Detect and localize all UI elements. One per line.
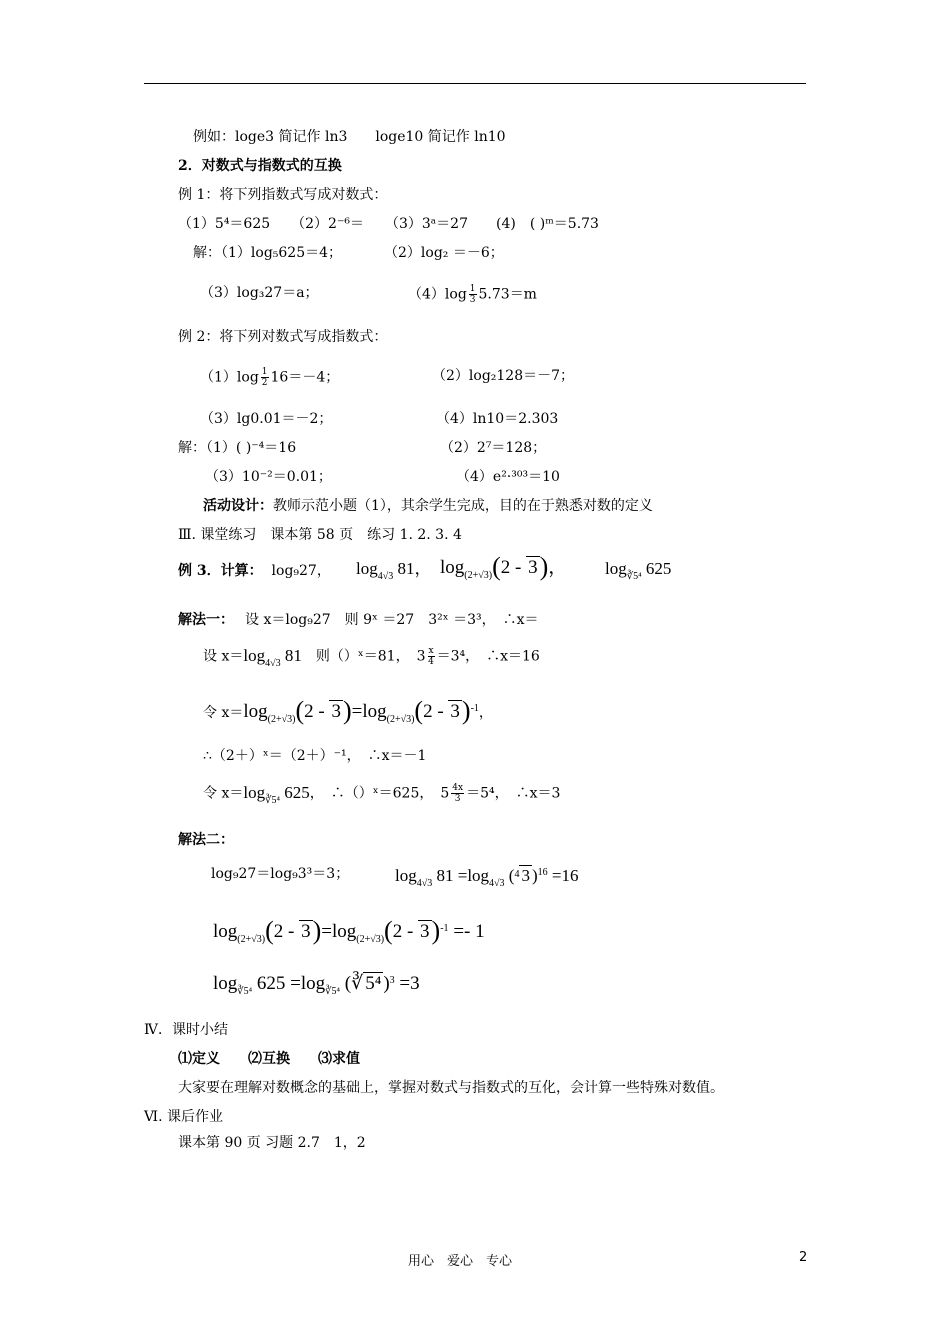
- solution-1-line-3: 令 $x=\log_{(2+√3)}(2 - 3)=\log_{(2+√3)}(2 - 3)^{-1}$，: [203, 696, 493, 725]
- example-1-solution-4: （4）log $\frac{1}{3}$ 5.73＝m: [408, 284, 537, 305]
- solution-1-line-5: 令 $x=\log_{∛5^4}$ 625， ∴（）ˣ＝625， 5 $\frac{4x}{3}$ ＝5⁴， ∴x＝3: [203, 782, 561, 806]
- summary-items: ⑴定义 ⑵互换 ⑶求值: [178, 1051, 360, 1067]
- example-1-solution-a: 解：（1）log₅625＝4； （2）log₂ ＝－6；: [193, 245, 504, 261]
- section-heading-2: 2．对数式与指数式的互换: [178, 158, 342, 174]
- example-2-item-4: （4）ln10＝2.303: [436, 411, 559, 427]
- math-expression-log-2plus-root3: $\log_{(2+√3)}(2 - 3)$，: [440, 552, 568, 581]
- example-2-item-3: （3）lg0.01＝－2；: [200, 411, 333, 427]
- section-heading-6: Ⅵ. 课后作业: [144, 1109, 223, 1125]
- header-rule: [144, 83, 806, 84]
- text-line-example-ln: 例如：loge3 简记作 ln3 loge10 简记作 ln10: [193, 129, 506, 145]
- solution-1-line-4: ∴（2＋）ˣ＝（2＋）⁻¹， ∴x＝－1: [203, 748, 427, 764]
- example-3-title: 例 3．计算： log₉27，: [178, 563, 331, 579]
- math-expression-log-4root3-81: $\log_{4√3} 81$，: [356, 559, 432, 582]
- homework-text: 课本第 90 页 习题 2.7 1，2: [178, 1135, 366, 1151]
- math-solution-2-log-625: $\log_{∛5^4} 625 =\log_{∛5^4}$ (∛ 5⁴ )$^3$ =3: [213, 973, 420, 997]
- example-1-items: （1）5⁴＝625 （2）2⁻⁶＝ （3）3ᵃ＝27 (4) ( )ᵐ＝5.73: [178, 216, 599, 232]
- math-expression-log-cuberoot-625: $\log_{∛5^4} 625$: [605, 559, 672, 582]
- example-2-solution-3: （3）10⁻²＝0.01；: [205, 469, 332, 485]
- example-2-solution-2: （2）2⁷＝128；: [440, 440, 547, 456]
- example-2-item-2: （2）log₂128＝－7；: [432, 368, 575, 384]
- page-number: 2: [799, 1250, 808, 1265]
- math-solution-2-log-81: $\log_{4√3} 81 =\log_{4√3}$ ($^4$ 3 )$^{16}$ =16: [395, 866, 579, 889]
- example-2-solution-1: 解：（1）( )⁻⁴＝16: [178, 440, 297, 456]
- solution-method-1-label: 解法一：: [178, 612, 234, 628]
- section-heading-4: Ⅳ．课时小结: [144, 1022, 228, 1038]
- solution-2-line-1: log₉27＝log₉3³＝3；: [211, 866, 350, 882]
- activity-design: 活动设计：教师示范小题（1），其余学生完成，目的在于熟悉对数的定义: [203, 498, 653, 514]
- example-1-solution-3: （3）log₃27＝a；: [200, 285, 319, 301]
- section-heading-3: Ⅲ. 课堂练习 课本第 58 页 练习 1. 2. 3. 4: [178, 527, 462, 543]
- example-2-title: 例 2：将下列对数式写成指数式：: [178, 329, 388, 345]
- solution-1-line-1: 设 x＝log₉27 则 9ˣ ＝27 3²ˣ ＝3³， ∴x＝: [245, 612, 539, 628]
- example-2-solution-4: （4）e²·³⁰³＝10: [456, 469, 560, 485]
- summary-text: 大家要在理解对数概念的基础上，掌握对数式与指数式的互化，会计算一些特殊对数值。: [178, 1080, 724, 1096]
- footer-center-text: 用心 爱心 专心: [408, 1254, 513, 1269]
- example-1-title: 例 1：将下列指数式写成对数式：: [178, 187, 388, 203]
- math-solution-2-log-2plus-root3: $\log_{(2+√3)}(2 - 3)=\log_{(2+√3)}(2 - 3)^{-1} =- 1$: [213, 916, 485, 945]
- example-2-item-1: （1）log $\frac{1}{2}$ 16＝－4；: [200, 367, 340, 388]
- solution-method-2-label: 解法二：: [178, 832, 234, 848]
- solution-1-line-2: 设 $x=\log_{4√3}$ 81 则（）ˣ＝81， 3 $\frac{x}{4}$ ＝3⁴， ∴x＝16: [203, 645, 540, 669]
